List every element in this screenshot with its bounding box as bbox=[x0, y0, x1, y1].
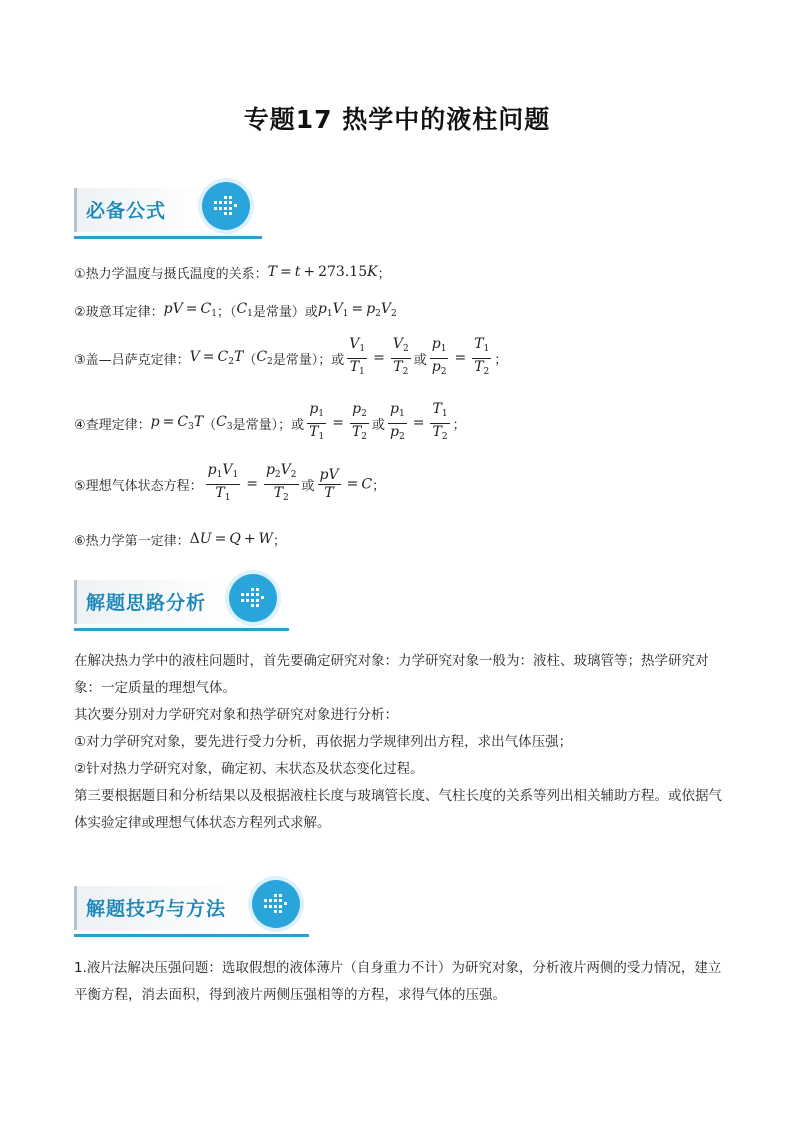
paragraph: 其次要分别对力学研究对象和热学研究对象进行分析： bbox=[74, 707, 398, 723]
section-heading: 解题技巧与方法 bbox=[86, 898, 227, 920]
section-heading: 解题思路分析 bbox=[86, 592, 207, 614]
paragraph: ②针对热力学研究对象，确定初、末状态及状态变化过程。 bbox=[74, 761, 424, 777]
formula-first-law: ⑥热力学第一定律： ΔU = Q + W ； bbox=[74, 531, 286, 549]
formula-boyle: ②玻意耳定律： pV = $C_1$ ；（ $C_1$ 是常量）或 $p_1V_1 = p_2V_2$ bbox=[74, 301, 397, 320]
grid-arrow-icon bbox=[252, 880, 300, 928]
formula-ideal-gas: ⑤理想气体状态方程： $\frac{p_1V_1}{T_1}$ = $\frac{p_2V_2}{T_2}$ 或 $\frac{pV}{T}$ = C ； bbox=[74, 461, 386, 503]
formula-math: T = t + 273.15K bbox=[267, 264, 378, 280]
paragraph: 1.液片法解决压强问题：选取假想的液体薄片（自身重力不计）为研究对象，分析液片两侧的受力情况，建立平衡方程，消去面积，得到液片两侧压强相等的方程，求得气体的压强。 bbox=[74, 960, 722, 1003]
section-banner-formulas bbox=[74, 182, 264, 244]
paragraph: 在解决热力学中的液柱问题时，首先要确定研究对象：力学研究对象一般为：液柱、玻璃管等；热学研究对象：一定质量的理想气体。 bbox=[74, 653, 709, 696]
grid-arrow-icon bbox=[229, 574, 277, 622]
section-heading: 必备公式 bbox=[86, 200, 167, 222]
section-banner-analysis bbox=[74, 574, 294, 636]
page-title: 专题17 热学中的液柱问题 bbox=[243, 105, 551, 134]
formula-charles: ④查理定律： $p = C_3T$ （ $C_3$ 是常量）；或 $\frac{p_1}{T_1}$ = $\frac{p_2}{T_2}$ 或 $\frac{p_1}{p_2}$ = $\frac{T_1}{T_2}$ ； bbox=[74, 400, 466, 442]
formula-gay-lussac: ③盖—吕萨克定律： $V = C_2T$ （ $C_2$ 是常量）；或 $\frac{V_1}{T_1}$ = $\frac{V_2}{T_2}$ 或 $\frac{p_1}{p_2}$ = $\frac{T_1}{T_2}$ ； bbox=[74, 335, 508, 377]
paragraph: 第三要根据题目和分析结果以及根据液柱长度与玻璃管长度、气柱长度的关系等列出相关辅助方程。或依据气体实验定律或理想气体状态方程列式求解。 bbox=[74, 788, 722, 831]
analysis-text bbox=[74, 648, 724, 837]
formula-temperature: ①热力学温度与摄氏温度的关系： T = t + 273.15K ； bbox=[74, 264, 391, 282]
section-banner-methods bbox=[74, 880, 314, 942]
methods-text bbox=[74, 955, 724, 1009]
grid-arrow-icon bbox=[202, 182, 250, 230]
paragraph: ①对力学研究对象，要先进行受力分析，再依据力学规律列出方程，求出气体压强； bbox=[74, 734, 573, 750]
